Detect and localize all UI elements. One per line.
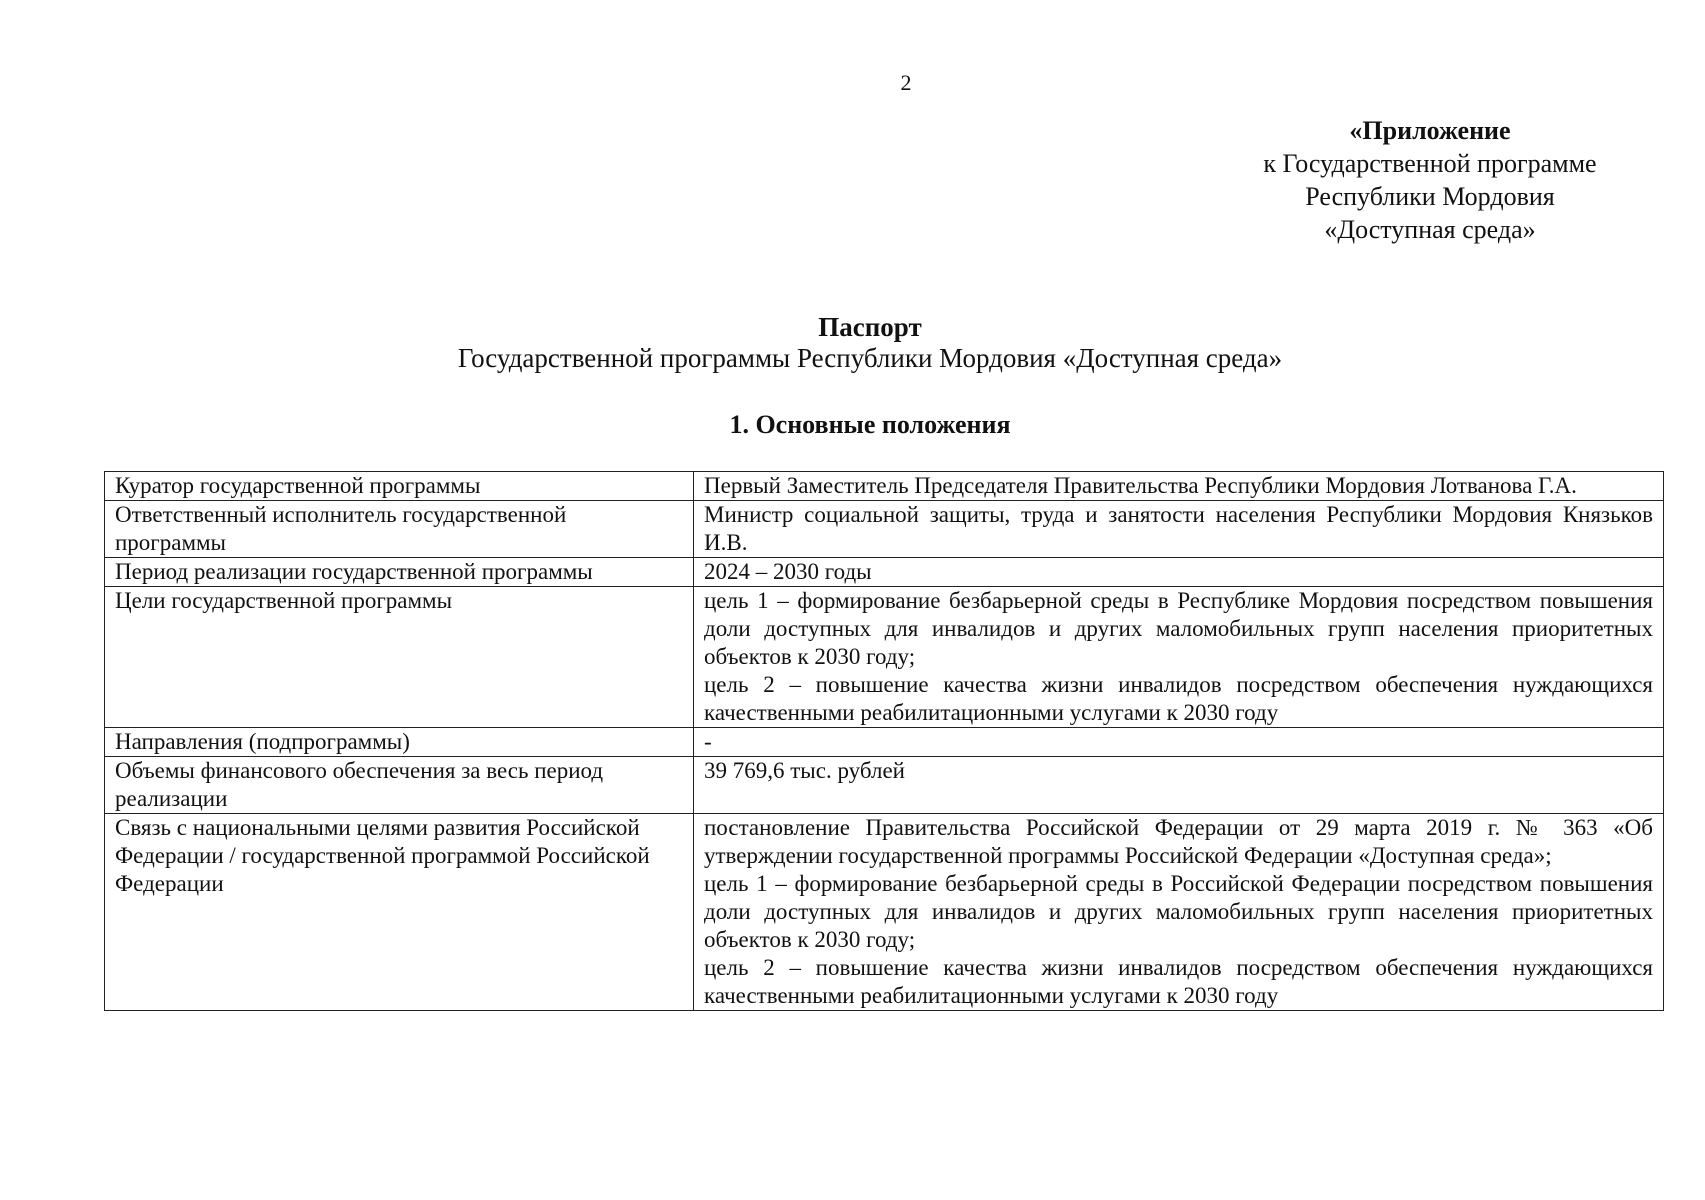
value-paragraph: Министр социальной защиты, труда и занятости населения Республики Мордовия Князьков И.В.: [704, 502, 1653, 555]
passport-title: Паспорт: [818, 312, 922, 342]
row-value: [694, 558, 1664, 587]
appendix-title: «Приложение: [1349, 116, 1511, 145]
passport-subtitle: Государственной программы Республики Мордовия «Доступная среда»: [457, 343, 1283, 373]
row-label: Направления (подпрограммы): [105, 728, 694, 757]
value-paragraph: 39 769,6 тыс. рублей: [704, 758, 905, 783]
section-title: 1. Основные положения: [729, 410, 1011, 439]
row-label: Ответственный исполнитель государственной программы: [105, 501, 694, 558]
row-label: Связь с национальными целями развития Российской Федерации / государственной программой Российской Федерации: [105, 814, 694, 1011]
value-paragraph: цель 2 – повышение качества жизни инвалидов посредством обеспечения нуждающихся качественными реабилитационными услугами к 2030 году: [704, 955, 1653, 1008]
row-value: [694, 757, 1664, 814]
row-value: [694, 728, 1664, 757]
row-value: [694, 587, 1664, 728]
value-paragraph: Первый Заместитель Председателя Правительства Республики Мордовия Лотванова Г.А.: [704, 473, 1577, 498]
value-paragraph: цель 2 – повышение качества жизни инвалидов посредством обеспечения нуждающихся качественными реабилитационными услугами к 2030 году: [704, 672, 1653, 725]
value-paragraph: цель 1 – формирование безбарьерной среды в Республике Мордовия посредством повышения доли доступных для инвалидов и других маломобильных групп населения приоритетных объектов к 2030 году;: [704, 588, 1653, 669]
row-value: [694, 814, 1664, 1011]
page-number: 2: [900, 70, 912, 95]
passport-table: [104, 471, 1664, 1011]
value-paragraph: цель 1 – формирование безбарьерной среды в Российской Федерации посредством повышения доли доступных для инвалидов и других маломобильных групп населения приоритетных объектов к 2030 году;: [704, 871, 1653, 952]
row-label: Цели государственной программы: [105, 587, 694, 728]
table-row: [105, 757, 1664, 814]
appendix-line: «Доступная среда»: [1324, 215, 1536, 244]
value-paragraph: -: [704, 729, 712, 754]
table-row: [105, 728, 1664, 757]
row-label: Период реализации государственной программы: [105, 558, 694, 587]
row-label: Куратор государственной программы: [105, 472, 694, 501]
table-row: [105, 558, 1664, 587]
value-paragraph: 2024 – 2030 годы: [704, 559, 872, 584]
table-row: [105, 501, 1664, 558]
appendix-line: Республики Мордовия: [1305, 182, 1555, 211]
table-row: [105, 814, 1664, 1011]
row-label: Объемы финансового обеспечения за весь период реализации: [105, 757, 694, 814]
table-row: [105, 587, 1664, 728]
table-row: [105, 472, 1664, 501]
appendix-block: [1180, 114, 1680, 246]
row-value: [694, 501, 1664, 558]
row-value: [694, 472, 1664, 501]
appendix-line: к Государственной программе: [1263, 149, 1597, 178]
value-paragraph: постановление Правительства Российской Федерации от 29 марта 2019 г. № 363 «Об утверждении государственной программы Российской Федерации «Доступная среда»;: [704, 815, 1653, 868]
